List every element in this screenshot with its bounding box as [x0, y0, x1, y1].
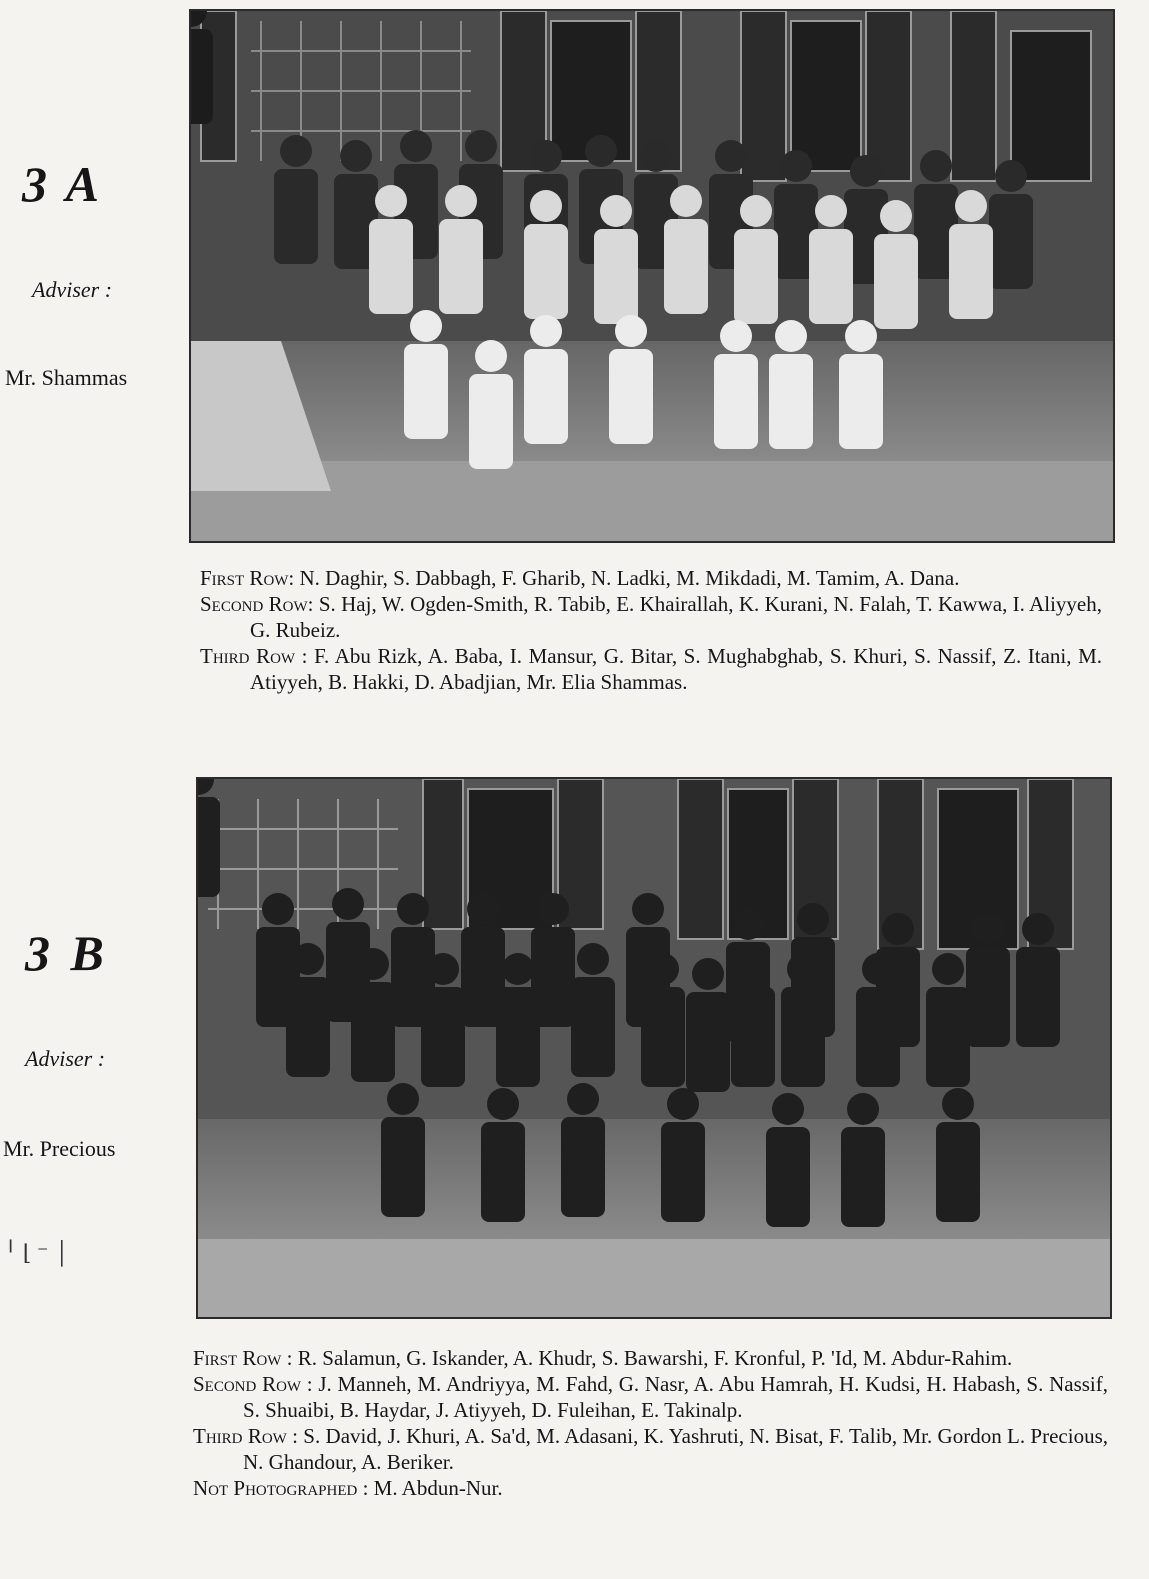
class-3a-photo — [189, 9, 1115, 543]
adviser-label-3a: Adviser : — [32, 277, 113, 302]
first-row-heading: First Row: — [200, 566, 295, 590]
class-3a-caption — [200, 565, 1102, 695]
first-row-names: N. Daghir, S. Dabbagh, F. Gharib, N. Ladki, M. Mikdadi, M. Tamim, A. Dana. — [299, 566, 960, 590]
second-row-names: J. Manneh, M. Andriyya, M. Fahd, G. Nasr, A. Abu Hamrah, H. Kudsi, H. Habash, S. Nassif, S. Shuaibi, B. Haydar, J. Atiyyeh, D. Fuleihan, E. Takinalp. — [243, 1372, 1108, 1422]
class-3b-photo — [196, 777, 1112, 1319]
margin-marks: ╵ ⌊ ⁻ │ — [4, 1240, 70, 1265]
class-3b-caption — [193, 1345, 1108, 1501]
first-row-3b — [193, 1345, 1108, 1371]
first-row-heading: First Row : — [193, 1346, 293, 1370]
not-photographed-heading: Not Photographed : — [193, 1476, 369, 1500]
not-photographed-3b — [193, 1475, 1108, 1501]
second-row-names: S. Haj, W. Ogden-Smith, R. Tabib, E. Khairallah, K. Kurani, N. Falah, T. Kawwa, I. Aliyyeh, G. Rubeiz. — [250, 592, 1102, 642]
third-row-3a — [200, 643, 1102, 695]
adviser-name-3a: Mr. Shammas — [5, 365, 128, 390]
second-row-3b — [193, 1371, 1108, 1423]
not-photographed-names: M. Abdun-Nur. — [373, 1476, 503, 1500]
second-row-heading: Second Row : — [193, 1372, 313, 1396]
adviser-name-3b: Mr. Precious — [3, 1136, 116, 1161]
first-row-names: R. Salamun, G. Iskander, A. Khudr, S. Bawarshi, F. Kronful, P. 'Id, M. Abdur-Rahim. — [297, 1346, 1013, 1370]
third-row-heading: Third Row : — [193, 1424, 298, 1448]
third-row-heading: Third Row : — [200, 644, 308, 668]
class-3a-label: 3 A — [22, 156, 103, 212]
adviser-label-3b: Adviser : — [25, 1046, 106, 1071]
second-row-heading: Second Row: — [200, 592, 314, 616]
third-row-names: S. David, J. Khuri, A. Sa'd, M. Adasani, K. Yashruti, N. Bisat, F. Talib, Mr. Gordon L. Precious, N. Ghandour, A. Beriker. — [243, 1424, 1108, 1474]
third-row-3b — [193, 1423, 1108, 1475]
second-row-3a — [200, 591, 1102, 643]
first-row-3a — [200, 565, 1102, 591]
class-3b-label: 3 B — [25, 925, 108, 981]
third-row-names: F. Abu Rizk, A. Baba, I. Mansur, G. Bitar, S. Mughabghab, S. Khuri, S. Nassif, Z. Itani, M. Atiyyeh, B. Hakki, D. Abadjian, Mr. Elia Shammas. — [250, 644, 1103, 694]
